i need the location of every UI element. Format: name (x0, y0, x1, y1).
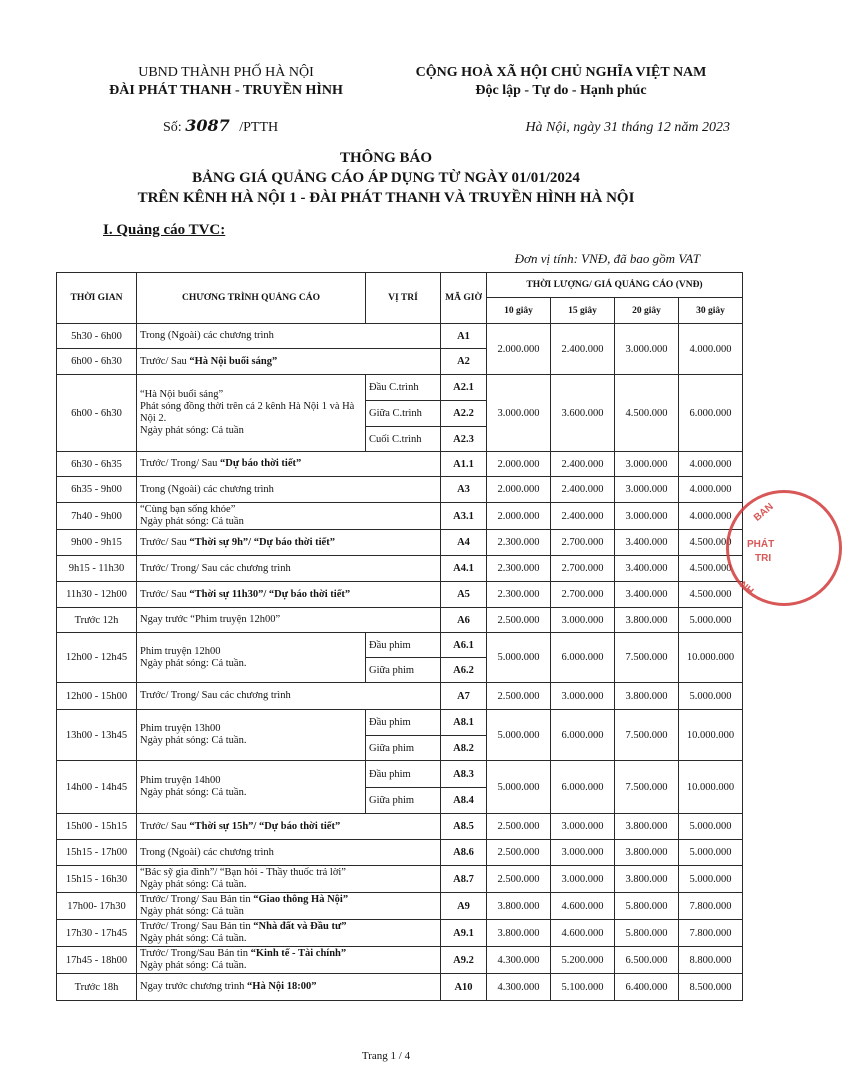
cell-price: 6.000.000 (679, 375, 743, 452)
cell-price: 2.700.000 (551, 530, 615, 556)
cell-code: A2.3 (441, 427, 487, 452)
cell-price: 2.500.000 (487, 683, 551, 710)
cell-price: 2.400.000 (551, 503, 615, 530)
cell-price: 3.000.000 (551, 683, 615, 710)
cell-time: 6h35 - 9h00 (57, 477, 137, 503)
program-title: Phim truyện 12h00 (140, 645, 221, 657)
header-position: VỊ TRÍ (366, 273, 441, 324)
cell-program (137, 375, 366, 452)
cell-price: 2.700.000 (551, 556, 615, 582)
number-label: Số: (163, 120, 182, 135)
program-note: Ngày phát sóng: Cả tuần. (140, 960, 247, 971)
program-prefix: Trước/ Trong/ Sau (140, 458, 221, 469)
cell-time: 15h15 - 17h00 (57, 840, 137, 866)
cell-price: 5.000.000 (679, 608, 743, 633)
header-duration-price: THỜI LƯỢNG/ GIÁ QUẢNG CÁO (VNĐ) (487, 273, 743, 298)
cell-code: A2.1 (441, 375, 487, 401)
price-table (56, 272, 743, 1001)
cell-price: 3.400.000 (615, 530, 679, 556)
stamp-text: TRI (755, 553, 772, 564)
cell-time: 15h15 - 16h30 (57, 866, 137, 893)
cell-time: 17h00- 17h30 (57, 893, 137, 920)
cell-program: Ngay trước “Phim truyện 12h00” (137, 608, 441, 633)
cell-price: 3.400.000 (615, 556, 679, 582)
cell-time: 9h00 - 9h15 (57, 530, 137, 556)
cell-position: Đầu phim (366, 710, 441, 736)
cell-price: 2.500.000 (487, 608, 551, 633)
org-line2: ĐÀI PHÁT THANH - TRUYỀN HÌNH (109, 83, 343, 98)
table-row (57, 477, 743, 503)
cell-price: 4.000.000 (679, 477, 743, 503)
cell-price: 7.800.000 (679, 893, 743, 920)
cell-program (137, 582, 441, 608)
cell-program: Trước/ Trong/ Sau các chương trình (137, 556, 441, 582)
cell-price: 10.000.000 (679, 633, 743, 683)
stamp-text: NH (737, 579, 756, 598)
header-code: MÃ GIỜ (441, 273, 487, 324)
cell-price: 5.000.000 (679, 866, 743, 893)
cell-program (137, 452, 441, 477)
cell-price: 8.500.000 (679, 974, 743, 1001)
program-note: Ngày phát sóng: Cả tuần. (140, 879, 247, 890)
cell-code: A5 (441, 582, 487, 608)
cell-price: 2.000.000 (487, 503, 551, 530)
cell-price: 5.000.000 (679, 814, 743, 840)
cell-price: 4.500.000 (615, 375, 679, 452)
table-row (57, 683, 743, 710)
program-prefix: Trước/ Sau (140, 588, 190, 600)
cell-price: 3.000.000 (615, 503, 679, 530)
cell-time: 17h30 - 17h45 (57, 920, 137, 947)
program-title: “Nhà đất và Đầu tư” (253, 921, 347, 932)
cell-position: Giữa C.trình (366, 401, 441, 427)
table-header-row (57, 273, 743, 298)
table-row (57, 375, 743, 401)
cell-price: 6.000.000 (551, 633, 615, 683)
cell-price: 5.000.000 (487, 761, 551, 814)
cell-code: A6.2 (441, 658, 487, 683)
program-title: “Hà Nội buổi sáng” (140, 389, 224, 400)
program-prefix: Trước/ Trong/ Sau Bản tin (140, 894, 254, 905)
cell-price: 2.000.000 (487, 452, 551, 477)
table-row (57, 974, 743, 1001)
cell-price: 4.300.000 (487, 947, 551, 974)
cell-time: 11h30 - 12h00 (57, 582, 137, 608)
cell-program (137, 866, 441, 893)
cell-code: A3 (441, 477, 487, 503)
cell-position: Cuối C.trình (366, 427, 441, 452)
org-block (96, 64, 356, 100)
table-row (57, 633, 743, 658)
program-title: “Bác sỹ gia đình”/ “Bạn hỏi - Thầy thuốc trả lời” (140, 867, 346, 878)
cell-code: A8.6 (441, 840, 487, 866)
program-prefix: Trước/ Sau (140, 355, 190, 367)
cell-price: 5.800.000 (615, 893, 679, 920)
org-line1: UBND THÀNH PHỐ HÀ NỘI (138, 65, 314, 80)
title-block (0, 148, 772, 208)
cell-code: A1.1 (441, 452, 487, 477)
cell-price: 2.000.000 (487, 477, 551, 503)
cell-code: A3.1 (441, 503, 487, 530)
cell-program (137, 530, 441, 556)
cell-price: 4.600.000 (551, 920, 615, 947)
program-title: “Kinh tế - Tài chính” (250, 948, 347, 959)
cell-code: A1 (441, 324, 487, 349)
table-row (57, 530, 743, 556)
cell-position: Đầu phim (366, 633, 441, 658)
title-line3: TRÊN KÊNH HÀ NỘI 1 - ĐÀI PHÁT THANH VÀ TRUYỀN HÌNH HÀ NỘI (137, 190, 635, 206)
date-line: Hà Nội, ngày 31 tháng 12 năm 2023 (525, 120, 730, 135)
cell-price: 4.500.000 (679, 582, 743, 608)
nation-block (396, 64, 726, 100)
cell-price: 3.000.000 (551, 814, 615, 840)
cell-price: 2.300.000 (487, 530, 551, 556)
table-row (57, 893, 743, 920)
document-number (163, 117, 278, 137)
header-10s: 10 giây (487, 298, 551, 324)
cell-price: 7.500.000 (615, 633, 679, 683)
cell-price: 3.800.000 (615, 683, 679, 710)
cell-position: Giữa phim (366, 788, 441, 814)
cell-time: 9h15 - 11h30 (57, 556, 137, 582)
cell-price: 3.000.000 (551, 840, 615, 866)
cell-price: 3.000.000 (487, 375, 551, 452)
table-row (57, 582, 743, 608)
table-row (57, 608, 743, 633)
program-note: Ngày phát sóng: Cả tuần. (140, 787, 247, 798)
cell-price: 6.500.000 (615, 947, 679, 974)
cell-code: A10 (441, 974, 487, 1001)
number-value: 3087 (185, 116, 230, 135)
section-heading: I. Quảng cáo TVC: (103, 222, 226, 238)
cell-code: A8.2 (441, 736, 487, 761)
cell-price: 6.000.000 (551, 761, 615, 814)
cell-price: 2.400.000 (551, 477, 615, 503)
page-number: Trang 1 / 4 (361, 1050, 411, 1062)
cell-program (137, 947, 441, 974)
program-title: Phim truyện 13h00 (140, 723, 221, 734)
cell-time: 6h00 - 6h30 (57, 375, 137, 452)
cell-code: A6.1 (441, 633, 487, 658)
cell-time: 13h00 - 13h45 (57, 710, 137, 761)
cell-time: 17h45 - 18h00 (57, 947, 137, 974)
cell-code: A4.1 (441, 556, 487, 582)
cell-program: Trước/ Trong/ Sau các chương trình (137, 683, 441, 710)
cell-price: 4.300.000 (487, 974, 551, 1001)
cell-code: A9.1 (441, 920, 487, 947)
table-row (57, 556, 743, 582)
cell-program (137, 974, 441, 1001)
cell-price: 6.000.000 (551, 710, 615, 761)
cell-program (137, 920, 441, 947)
table-row (57, 710, 743, 736)
nation-line1: CỘNG HOÀ XÃ HỘI CHỦ NGHĨA VIỆT NAM (415, 65, 707, 80)
cell-time: 7h40 - 9h00 (57, 503, 137, 530)
program-prefix: Ngay trước chương trình (140, 981, 248, 992)
program-title: “Thời sự 15h”/ “Dự báo thời tiết” (189, 820, 341, 832)
table-row (57, 947, 743, 974)
cell-price: 2.000.000 (487, 324, 551, 375)
cell-price: 3.800.000 (615, 608, 679, 633)
cell-price: 7.500.000 (615, 761, 679, 814)
cell-program (137, 710, 366, 761)
table-row (57, 814, 743, 840)
table-row (57, 503, 743, 530)
cell-price: 2.500.000 (487, 840, 551, 866)
program-prefix: Trước/ Sau (140, 536, 190, 548)
cell-time: 6h00 - 6h30 (57, 349, 137, 375)
cell-code: A8.1 (441, 710, 487, 736)
cell-code: A8.7 (441, 866, 487, 893)
cell-position: Đầu C.trình (366, 375, 441, 401)
program-title: “Hà Nội 18:00” (247, 981, 317, 992)
cell-price: 7.500.000 (615, 710, 679, 761)
cell-code: A8.3 (441, 761, 487, 788)
cell-program (137, 349, 441, 375)
number-suffix: /PTTH (239, 120, 279, 135)
cell-price: 2.300.000 (487, 582, 551, 608)
cell-price: 2.300.000 (487, 556, 551, 582)
header-program: CHƯƠNG TRÌNH QUẢNG CÁO (137, 273, 366, 324)
cell-program (137, 633, 366, 683)
stamp-text: BAN (751, 501, 776, 524)
cell-program: Trong (Ngoài) các chương trình (137, 477, 441, 503)
cell-code: A2 (441, 349, 487, 375)
cell-program (137, 893, 441, 920)
cell-program: Trong (Ngoài) các chương trình (137, 840, 441, 866)
title-line1: THÔNG BÁO (339, 150, 433, 166)
cell-price: 3.000.000 (551, 866, 615, 893)
program-title: “Thời sự 11h30”/ “Dự báo thời tiết” (189, 588, 351, 600)
header-20s: 20 giây (615, 298, 679, 324)
cell-position: Giữa phim (366, 736, 441, 761)
nation-line2: Độc lập - Tự do - Hạnh phúc (475, 83, 647, 98)
cell-price: 2.500.000 (487, 814, 551, 840)
table-row (57, 761, 743, 788)
unit-note: Đơn vị tính: VNĐ, đã bao gồm VAT (514, 251, 700, 266)
stamp-text: PHÁT (747, 539, 775, 550)
program-title: “Giao thông Hà Nội” (253, 894, 349, 905)
program-title: “Thời sự 9h”/ “Dự báo thời tiết” (189, 536, 335, 548)
official-stamp (726, 490, 842, 606)
cell-time: 6h30 - 6h35 (57, 452, 137, 477)
cell-price: 3.800.000 (487, 920, 551, 947)
cell-price: 10.000.000 (679, 761, 743, 814)
cell-price: 6.400.000 (615, 974, 679, 1001)
cell-price: 3.000.000 (615, 452, 679, 477)
program-note: Ngày phát sóng: Cả tuần. (140, 933, 247, 944)
cell-program (137, 761, 366, 814)
table-row (57, 920, 743, 947)
cell-price: 5.000.000 (487, 633, 551, 683)
program-note: Ngày phát sóng: Cả tuần. (140, 735, 247, 746)
program-note: Ngày phát sóng: Cả tuần (140, 906, 244, 917)
cell-position: Đầu phim (366, 761, 441, 788)
table-row (57, 452, 743, 477)
cell-price: 5.100.000 (551, 974, 615, 1001)
cell-price: 5.000.000 (487, 710, 551, 761)
cell-price: 4.000.000 (679, 324, 743, 375)
program-title: “Cùng bạn sống khỏe” (140, 504, 236, 515)
cell-price: 5.000.000 (679, 683, 743, 710)
cell-code: A9.2 (441, 947, 487, 974)
program-note: Ngày phát sóng: Cả tuần (140, 425, 244, 436)
cell-code: A6 (441, 608, 487, 633)
header-time: THỜI GIAN (57, 273, 137, 324)
program-title: “Dự báo thời tiết” (220, 458, 302, 469)
cell-time: 15h00 - 15h15 (57, 814, 137, 840)
cell-time: 12h00 - 12h45 (57, 633, 137, 683)
cell-price: 3.800.000 (615, 840, 679, 866)
cell-price: 4.500.000 (679, 530, 743, 556)
cell-time: 14h00 - 14h45 (57, 761, 137, 814)
cell-price: 10.000.000 (679, 710, 743, 761)
program-prefix: Trước/ Sau (140, 820, 190, 832)
cell-price: 4.000.000 (679, 503, 743, 530)
cell-price: 4.000.000 (679, 452, 743, 477)
cell-code: A2.2 (441, 401, 487, 427)
table-row (57, 324, 743, 349)
program-title: “Hà Nội buổi sáng” (189, 355, 278, 367)
program-title: Phim truyện 14h00 (140, 775, 221, 786)
cell-program: Trong (Ngoài) các chương trình (137, 324, 441, 349)
cell-price: 4.600.000 (551, 893, 615, 920)
cell-price: 3.400.000 (615, 582, 679, 608)
cell-price: 5.200.000 (551, 947, 615, 974)
cell-code: A8.4 (441, 788, 487, 814)
program-note: Ngày phát sóng: Cả tuần (140, 516, 244, 527)
cell-price: 5.000.000 (679, 840, 743, 866)
cell-position: Giữa phim (366, 658, 441, 683)
cell-price: 3.800.000 (615, 814, 679, 840)
header-30s: 30 giây (679, 298, 743, 324)
cell-program (137, 503, 441, 530)
table-row (57, 840, 743, 866)
program-prefix: Trước/ Trong/Sau Bản tin (140, 948, 251, 959)
cell-time: 12h00 - 15h00 (57, 683, 137, 710)
program-note: Ngày phát sóng: Cả tuần. (140, 657, 247, 669)
cell-code: A4 (441, 530, 487, 556)
program-prefix: Trước/ Trong/ Sau Bản tin (140, 921, 254, 932)
cell-price: 2.400.000 (551, 324, 615, 375)
cell-price: 7.800.000 (679, 920, 743, 947)
table-row (57, 866, 743, 893)
cell-price: 3.800.000 (487, 893, 551, 920)
cell-code: A8.5 (441, 814, 487, 840)
cell-code: A9 (441, 893, 487, 920)
cell-price: 3.000.000 (551, 608, 615, 633)
cell-price: 2.400.000 (551, 452, 615, 477)
cell-price: 3.600.000 (551, 375, 615, 452)
cell-price: 5.800.000 (615, 920, 679, 947)
cell-time: Trước 18h (57, 974, 137, 1001)
header-15s: 15 giây (551, 298, 615, 324)
program-note: Phát sóng đồng thời trên cả 2 kênh Hà Nội 1 và Hà Nội 2. (140, 401, 355, 424)
cell-price: 4.500.000 (679, 556, 743, 582)
cell-program (137, 814, 441, 840)
cell-price: 2.500.000 (487, 866, 551, 893)
cell-price: 3.000.000 (615, 324, 679, 375)
cell-price: 8.800.000 (679, 947, 743, 974)
cell-time: 5h30 - 6h00 (57, 324, 137, 349)
cell-price: 2.700.000 (551, 582, 615, 608)
cell-price: 3.000.000 (615, 477, 679, 503)
cell-code: A7 (441, 683, 487, 710)
title-line2: BẢNG GIÁ QUẢNG CÁO ÁP DỤNG TỪ NGÀY 01/01/2024 (192, 170, 580, 186)
cell-time: Trước 12h (57, 608, 137, 633)
cell-price: 3.800.000 (615, 866, 679, 893)
